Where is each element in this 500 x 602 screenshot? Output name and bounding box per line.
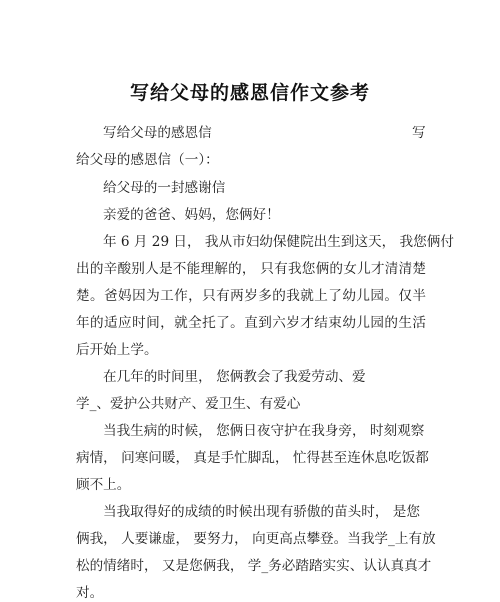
paragraph-line: 年 6 月 29 日， 我从市妇幼保健院出生到这天， 我您俩付	[103, 234, 454, 250]
paragraph-line: 亲爱的爸爸、妈妈，您俩好！	[103, 207, 280, 223]
paragraph-line: 学_、爱护公共财产、爱卫生、有爱心	[76, 396, 301, 412]
paragraph-line: 病情， 问寒问暖， 真是手忙脚乱， 忙得甚至连休息吃饭都	[76, 450, 429, 466]
subtitle-left: 写给父母的感恩信	[103, 125, 212, 141]
paragraph-line: 在几年的时间里， 您俩教会了我爱劳动、爱	[103, 369, 366, 385]
paragraph-line: 给父母的感恩信（一）：	[76, 152, 219, 168]
paragraph-line: 年的适应时间，就全托了。直到六岁才结束幼儿园的生活	[76, 315, 426, 331]
paragraph-line: 松的情绪时， 又是您俩我， 学_务必踏踏实实、认认真真才	[76, 558, 432, 574]
paragraph-line: 当我生病的时候， 您俩日夜守护在我身旁， 时刻观察	[103, 423, 425, 439]
paragraph-line: 给父母的一封感谢信	[103, 180, 226, 196]
paragraph-line: 当我取得好的成绩的时候出现有骄傲的苗头时， 是您	[103, 504, 420, 520]
paragraph-line: 顾不上。	[76, 477, 131, 493]
subtitle-right: 写	[412, 125, 426, 141]
document-title: 写给父母的感恩信作文参考	[129, 82, 370, 104]
paragraph-line: 楚。爸妈因为工作，只有两岁多的我就上了幼儿园。仅半	[76, 288, 426, 304]
paragraph-line: 对。	[76, 585, 104, 601]
paragraph-line: 俩我， 人要谦虚， 要努力， 向更高点攀登。当我学_上有放	[76, 531, 436, 547]
paragraph-line: 出的辛酸别人是不能理解的， 只有我您俩的女儿才清清楚	[76, 261, 426, 277]
paragraph-line: 后开始上学。	[76, 342, 158, 358]
